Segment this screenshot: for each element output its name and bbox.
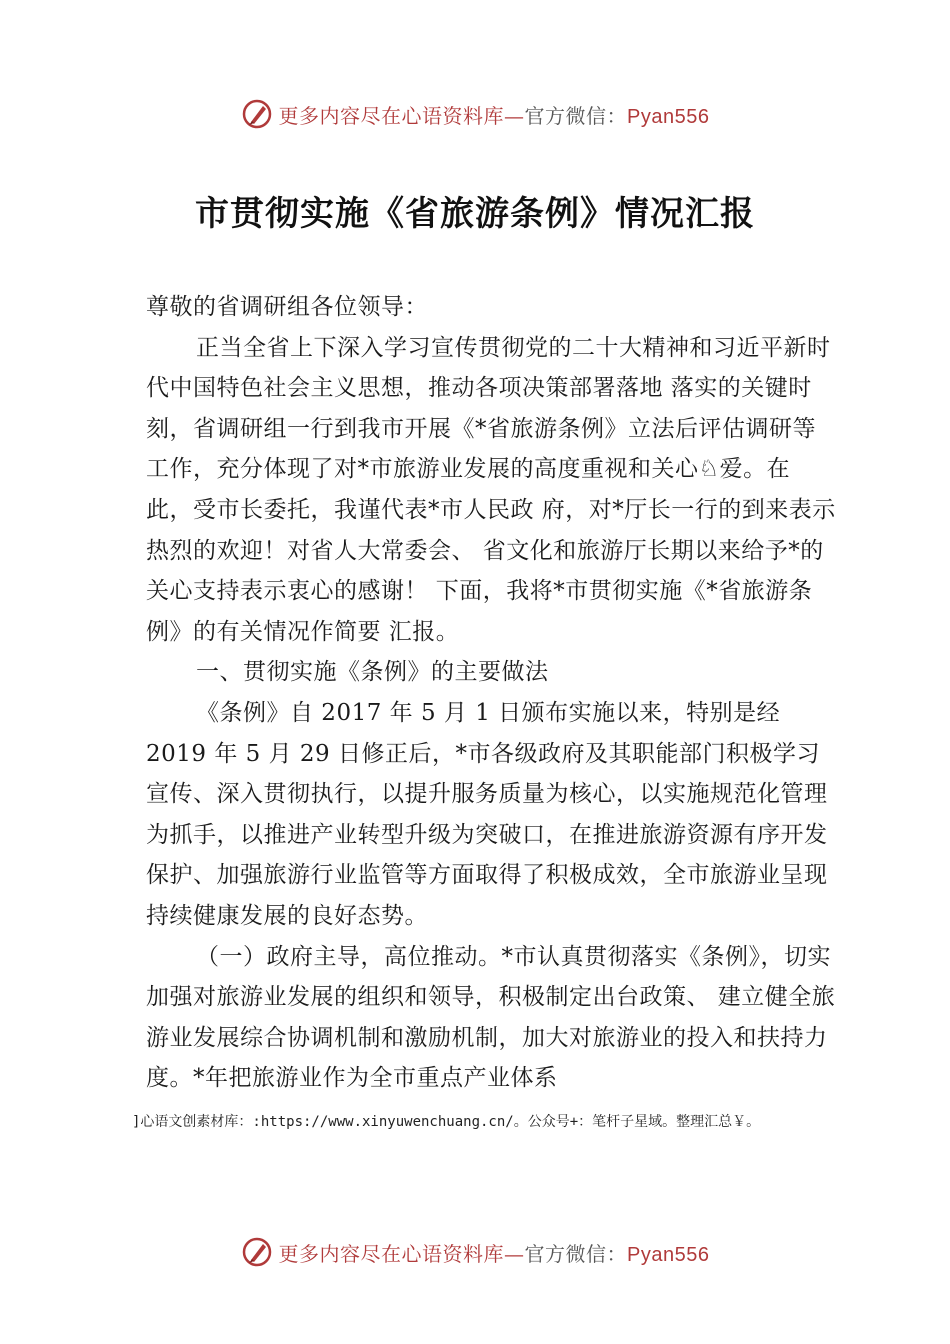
banner-site-name: 更多内容尽在心语资料库 <box>278 1241 505 1266</box>
banner-dash: — <box>504 1241 525 1266</box>
salutation: 尊敬的省调研组各位领导： <box>146 294 428 320</box>
banner-official-label: 官方微信： <box>524 103 628 128</box>
footnote: ]心语文创素材库：:https://www.xinyuwenchuang.cn/。公众号+：笔杆子星域。整理汇总￥。 <box>132 1114 761 1130</box>
pen-logo-icon <box>241 1236 273 1268</box>
banner-text <box>279 100 710 129</box>
header-banner <box>0 94 950 134</box>
document-title: 市贯彻实施《省旅游条例》情况汇报 <box>195 194 755 234</box>
paragraph-overview: 《条例》自 2017 年 5 月 1 日颁布实施以来，特别是经2019 年 5 月 29 日修正后，*市各级政府及其职能部门积极学习宣传、深入贯彻执行，以提升服务质量为核心，以实施规范化管理为抓手，以推进产业转型升级为突破口，在推进旅游资源有序开发保护、加强旅游行业监管等方面取得了积极成效，全市旅游业呈现持续健康发展的良好态势。 <box>146 699 828 929</box>
document-body <box>146 287 836 1099</box>
footer-banner <box>0 1232 950 1272</box>
banner-wechat-id: Pyan556 <box>627 105 710 128</box>
paragraph-government-led: （一）政府主导，高位推动。*市认真贯彻落实《条例》，切实加强对旅游业发展的组织和领导，积极制定出台政策、 建立健全旅游业发展综合协调机制和激励机制，加大对旅游业的投入和扶持力度。*年把旅游业作为全市重点产业体系 <box>146 943 836 1092</box>
banner-text <box>279 1238 710 1267</box>
banner-wechat-id: Pyan556 <box>627 1243 710 1266</box>
banner-dash: — <box>504 103 525 128</box>
banner-site-name: 更多内容尽在心语资料库 <box>278 103 505 128</box>
pen-logo-icon <box>241 98 273 130</box>
section-heading: 一、贯彻实施《条例》的主要做法 <box>196 659 549 686</box>
paragraph-intro: 正当全省上下深入学习宣传贯彻党的二十大精神和习近平新时代中国特色社会主义思想，推动各项决策部署落地 落实的关键时刻，省调研组一行到我市开展《*省旅游条例》立法后评估调研等工作，充分体现了对*市旅游业发展的高度重视和关心♘爱。在此，受市长委托，我谨代表*市人民政 府，对*厅长一行的到来表示热烈的欢迎！对省人大常委会、 省文化和旅游厅长期以来给予*的关心支持表示衷心的感谢！ 下面，我将*市贯彻实施《*省旅游条例》的有关情况作简要 汇报。 <box>146 334 836 645</box>
banner-official-label: 官方微信： <box>524 1241 628 1266</box>
